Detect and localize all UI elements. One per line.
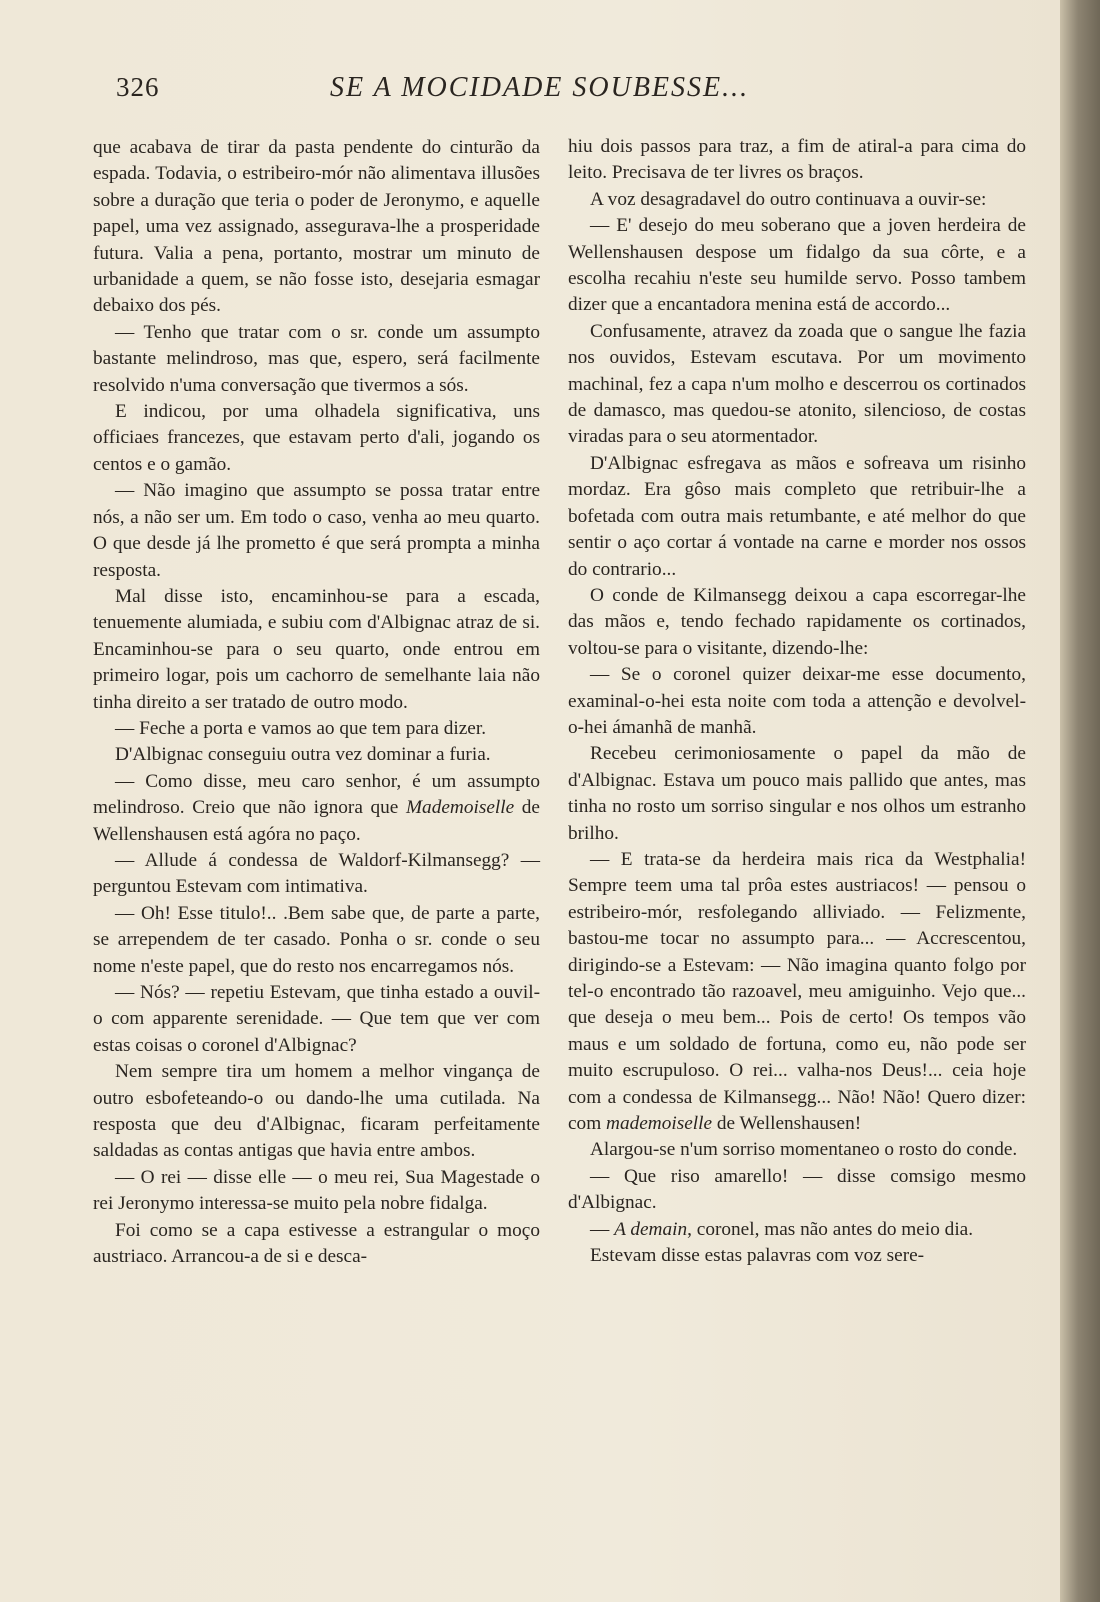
paragraph	[93, 901, 540, 980]
paragraph-text: — E' desejo do meu soberano que a joven herdeira de Wellenshausen despose um fidalgo da sua côrte, e a escolha recahiu n'este seu humilde servo. Posso tambem dizer que a encantadora menina está de accordo...	[568, 215, 1026, 316]
paragraph	[568, 451, 1026, 583]
italic-text: A demain	[614, 1218, 688, 1240]
italic-text: Mademoiselle	[406, 797, 515, 819]
paragraph	[93, 716, 540, 742]
paragraph	[568, 1137, 1026, 1163]
paragraph-text-continued: , coronel, mas não antes do meio dia.	[687, 1218, 974, 1240]
paragraph-text: — Como disse, meu caro senhor, é um assumpto melindroso. Creio que não ignora que	[93, 770, 540, 819]
italic-text: mademoiselle	[606, 1113, 713, 1135]
paragraph	[568, 662, 1026, 741]
paragraph-text: hiu dois passos para traz, a fim de atiral-a para cima do leito. Precisava de ter livres os braços.	[568, 136, 1026, 184]
paragraph	[568, 1217, 1026, 1243]
paragraph-text-continued: de Wellenshausen está agóra no paço.	[93, 797, 540, 845]
paragraph-text: — Feche a porta e vamos ao que tem para dizer.	[115, 717, 487, 739]
paragraph-text: —	[590, 1218, 615, 1240]
page-number: 326	[116, 72, 160, 102]
paragraph-text: Foi como se a capa estivesse a estrangular o moço austriaco. Arrancou-a de si e desca-	[93, 1219, 540, 1268]
left-text-column	[93, 135, 540, 1270]
paragraph	[93, 1218, 540, 1271]
paragraph-text: A voz desagradavel do outro continuava a ouvir-se:	[590, 188, 987, 210]
paragraph	[568, 583, 1026, 662]
paragraph-text: — Não imagino que assumpto se possa tratar entre nós, a não ser um. Em todo o caso, venha ao meu quarto. O que desde já lhe prometto é que será prompta a minha resposta.	[93, 480, 540, 581]
paragraph-text: — Tenho que tratar com o sr. conde um assumpto bastante melindroso, mas que, espero, será facilmente resolvido n'uma conversação que tivermos a sós.	[93, 321, 540, 396]
paragraph-text: — E trata-se da herdeira mais rica da Westphalia! Sempre teem uma tal prôa estes austriacos! — pensou o estribeiro-mór, resfolegando alliviado. — Felizmente, bastou-me tocar no assumpto para... — Accrescentou, dirigindo-se a Estevam: — Não imagina quanto folgo por tel-o encontrado tão razoavel, meu amiguinho. Vejo que... que deseja o meu bem... Pois de certo! Os tempos vão maus e um soldado de fortuna, como eu, não pode ser muito escrupuloso. O rei... valha-nos Deus!... ceia hoje com a condessa de Kilmansegg... Não! Não! Quero dizer: com	[568, 848, 1026, 1135]
paragraph-text: — Que riso amarello! — disse comsigo mesmo d'Albignac.	[568, 1165, 1026, 1214]
paragraph-text: Mal disse isto, encaminhou-se para a escada, tenuemente alumiada, e subiu com d'Albignac atraz de si. Encaminhou-se para o seu quarto, onde entrou em primeiro logar, pois um cachorro de semelhante laia não tinha direito a ser tratado de outro modo.	[93, 585, 540, 713]
paragraph-text: — Nós? — repetiu Estevam, que tinha estado a ouvil-o com apparente serenidade. — Que tem que ver com estas coisas o coronel d'Albignac?	[93, 982, 540, 1056]
running-title: SE A MOCIDADE SOUBESSE...	[330, 72, 750, 103]
paragraph	[568, 134, 1026, 187]
paragraph-text: — O rei — disse elle — o meu rei, Sua Magestade o rei Jeronymo interessa-se muito pela nobre fidalga.	[93, 1166, 540, 1215]
paragraph	[568, 1164, 1026, 1217]
paragraph-text: — Oh! Esse titulo!.. .Bem sabe que, de parte a parte, se arrependem de ter casado. Ponha o sr. conde o seu nome n'este papel, que do resto nos encarregamos nós.	[93, 902, 540, 977]
paragraph	[93, 769, 540, 848]
paragraph	[568, 319, 1026, 451]
paragraph-text: Nem sempre tira um homem a melhor vingança de outro esbofeteando-o ou dando-lhe uma cutilada. Na resposta que deu d'Albignac, ficaram perfeitamente saldadas as contas antigas que havia entre ambos.	[93, 1061, 540, 1162]
right-text-column	[568, 134, 1026, 1269]
paragraph	[93, 1059, 540, 1165]
paragraph-text: D'Albignac esfregava as mãos e sofreava um risinho mordaz. Era gôso mais completo que retribuir-lhe a bofetada com outra mais retumbante, e até melhor do que sentir o aço cortar á vontade na carne e morder nos ossos do contrario...	[568, 452, 1026, 580]
paragraph-text: Confusamente, atravez da zoada que o sangue lhe fazia nos ouvidos, Estevam escutava. Por um movimento machinal, fez a capa n'um molho e descerrou os cortinados de damasco, mas quedou-se atonito, silencioso, de costas viradas para o seu atormentador.	[568, 320, 1026, 448]
paragraph	[93, 478, 540, 584]
paragraph	[93, 848, 540, 901]
paragraph	[568, 1243, 1026, 1269]
paragraph-text: que acabava de tirar da pasta pendente do cinturão da espada. Todavia, o estribeiro-mór não alimentava illusões sobre a duração que teria o poder de Jeronymo, e aquelle papel, uma vez assignado, assegurava-lhe a prosperidade futura. Valia a pena, portanto, mostrar um minuto de urbanidade a quem, se não fosse isto, desejaria esmagar debaixo dos pés.	[93, 137, 540, 317]
paragraph	[568, 213, 1026, 319]
paragraph-text: Alargou-se n'um sorriso momentaneo o rosto do conde.	[590, 1139, 1018, 1161]
paragraph	[568, 741, 1026, 847]
paragraph	[93, 742, 540, 768]
paragraph-text: D'Albignac conseguiu outra vez dominar a furia.	[115, 744, 491, 766]
paragraph	[93, 980, 540, 1059]
paragraph	[568, 847, 1026, 1137]
paragraph-text: O conde de Kilmansegg deixou a capa escorregar-lhe das mãos e, tendo fechado rapidamente os cortinados, voltou-se para o visitante, dizendo-lhe:	[568, 584, 1026, 659]
paragraph-text: Recebeu cerimoniosamente o papel da mão de d'Albignac. Estava um pouco mais pallido que antes, mas tinha no rosto um sorriso singular e nos olhos um estranho brilho.	[568, 743, 1026, 844]
paragraph-text-continued: de Wellenshausen!	[712, 1113, 862, 1135]
page-header	[0, 72, 1060, 112]
paragraph	[93, 399, 540, 478]
paragraph	[93, 584, 540, 716]
paragraph	[568, 187, 1026, 213]
paragraph-text: — Se o coronel quizer deixar-me esse documento, examinal-o-hei esta noite com toda a attenção e devolvel-o-hei ámanhã de manhã.	[568, 664, 1026, 738]
paragraph-text: Estevam disse estas palavras com voz sere-	[590, 1245, 925, 1267]
paragraph	[93, 135, 540, 320]
paragraph-text: E indicou, por uma olhadela significativa, uns officiaes francezes, que estavam perto d'ali, jogando os centos e o gamão.	[93, 401, 540, 475]
paragraph	[93, 320, 540, 399]
page-edge-shadow	[1060, 0, 1100, 1602]
paragraph-text: — Allude á condessa de Waldorf-Kilmansegg? — perguntou Estevam com intimativa.	[93, 849, 540, 898]
paragraph	[93, 1165, 540, 1218]
